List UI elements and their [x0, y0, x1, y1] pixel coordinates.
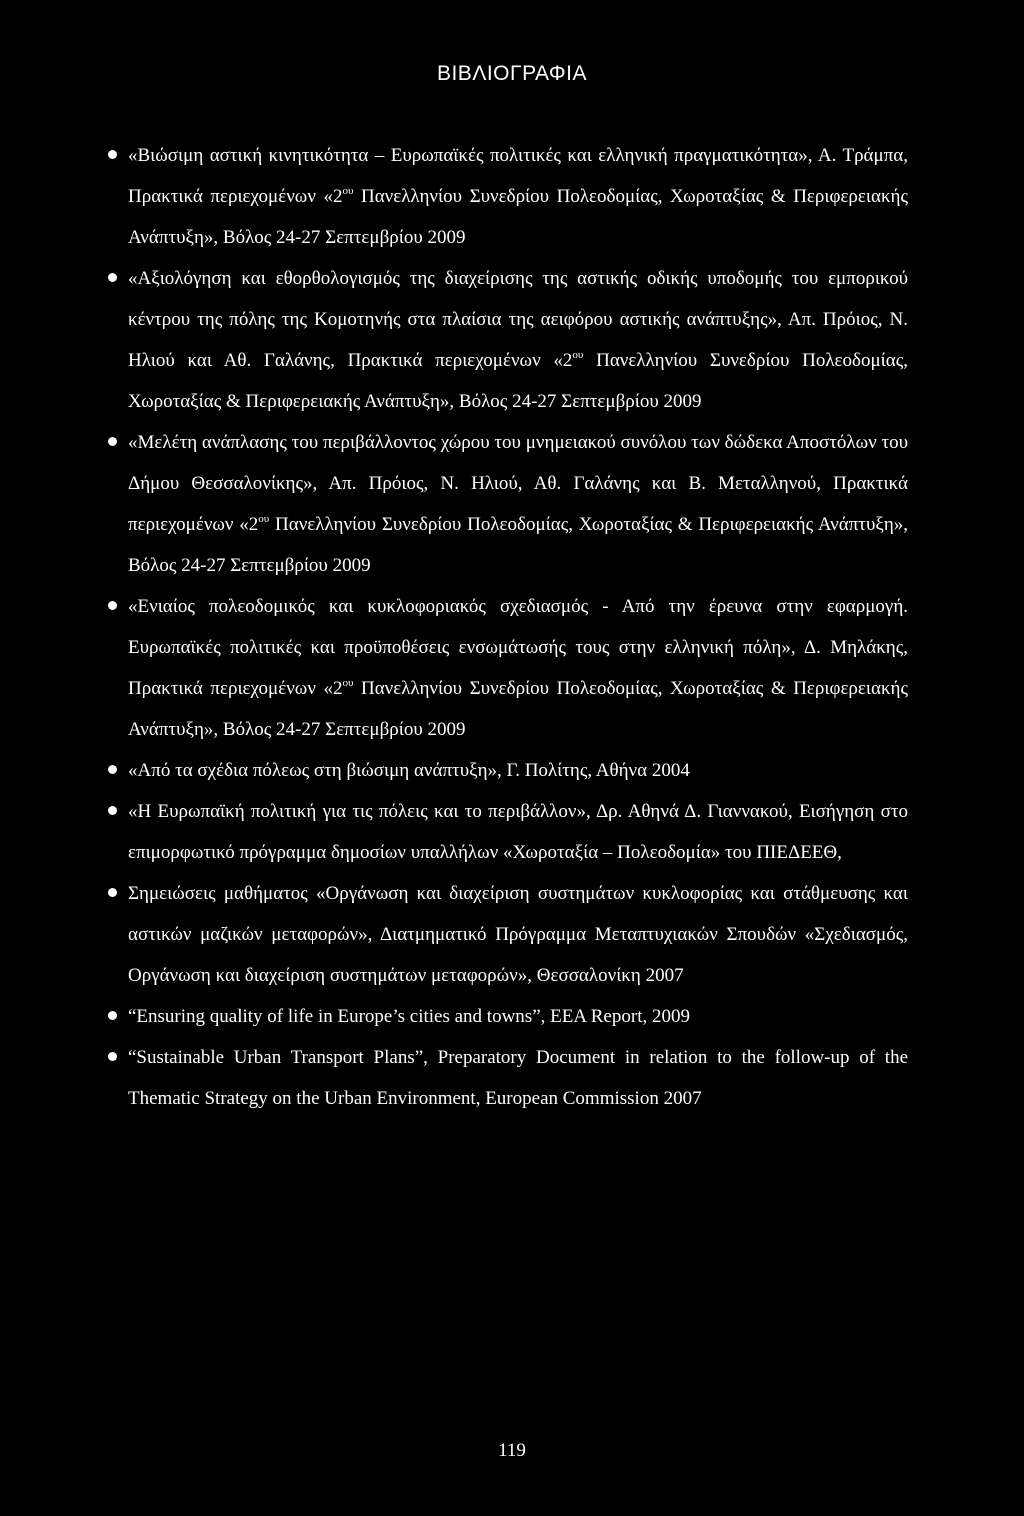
bullet-icon: [108, 806, 117, 815]
entry-text: «Αξιολόγηση και εθορθολογισμός της διαχείρισης της αστικής οδικής υποδομής του εμπορικού κέντρου της πόλης της Κομοτηνής στα πλαίσια της αειφόρου αστικής ανάπτυξης», Απ. Πρόιος, Ν. Ηλιού και Αθ. Γαλάνης, Πρακτικά περιεχομένων «2: [128, 268, 908, 371]
bibliography-list: [0, 135, 1024, 1119]
bullet-icon: [108, 1052, 117, 1061]
bullet-icon: [108, 1011, 117, 1020]
page-number: 119: [498, 1440, 526, 1461]
entry-text: Σημειώσεις μαθήματος «Οργάνωση και διαχείριση συστημάτων κυκλοφορίας και στάθμευσης και αστικών μαζικών μεταφορών», Διατμηματικό Πρόγραμμα Μεταπτυχιακών Σπουδών «Σχεδιασμός, Οργάνωση και διαχείριση συστημάτων μεταφορών», Θεσσαλονίκη 2007: [128, 883, 908, 986]
entry-text: “Sustainable Urban Transport Plans”, Preparatory Document in relation to the follow-up of the Thematic Strategy on the Urban Environment, European Commission 2007: [128, 1047, 908, 1109]
entry-superscript: ου: [258, 513, 270, 525]
list-item: [0, 422, 1024, 586]
page-title: ΒΙΒΛΙΟΓΡΑΦΙΑ: [436, 62, 588, 85]
list-item: [0, 791, 1024, 873]
bullet-icon: [108, 765, 117, 774]
list-item: [0, 135, 1024, 258]
entry-text-continued: Πανελληνίου Συνεδρίου Πολεοδομίας, Χωροταξίας & Περιφερειακής Ανάπτυξη», Βόλος 24-27 Σεπτεμβρίου 2009: [128, 186, 908, 248]
entry-text: «Μελέτη ανάπλασης του περιβάλλοντος χώρου του μνημειακού συνόλου των δώδεκα Αποστόλων του Δήμου Θεσσαλονίκης», Απ. Πρόιος, Ν. Ηλιού, Αθ. Γαλάνης και Β. Μεταλληνού, Πρακτικά περιεχομένων «2: [128, 432, 908, 535]
entry-text: «Ενιαίος πολεοδομικός και κυκλοφοριακός σχεδιασμός - Από την έρευνα στην εφαρμογή. Ευρωπαϊκές πολιτικές και προϋποθέσεις ενσωμάτωσής τους στην ελληνική πόλη», Δ. Μηλάκης, Πρακτικά περιεχομένων «2: [128, 596, 908, 699]
entry-superscript: ου: [572, 349, 584, 361]
entry-text: “Ensuring quality of life in Europe’s cities and towns”, EEA Report, 2009: [128, 1006, 690, 1027]
entry-text: «Από τα σχέδια πόλεως στη βιώσιμη ανάπτυξη», Γ. Πολίτης, Αθήνα 2004: [128, 760, 690, 781]
list-item: [0, 258, 1024, 422]
bullet-icon: [108, 437, 117, 446]
entry-text-continued: Πανελληνίου Συνεδρίου Πολεοδομίας, Χωροταξίας & Περιφερειακής Ανάπτυξη», Βόλος 24-27 Σεπτεμβρίου 2009: [128, 678, 908, 740]
entry-superscript: ου: [342, 185, 354, 197]
entry-text-continued: Πανελληνίου Συνεδρίου Πολεοδομίας, Χωροταξίας & Περιφερειακής Ανάπτυξη», Βόλος 24-27 Σεπτεμβρίου 2009: [128, 514, 909, 576]
bullet-icon: [108, 888, 117, 897]
bullet-icon: [108, 601, 117, 610]
list-item: [0, 750, 1024, 791]
entry-text: «Η Ευρωπαϊκή πολιτική για τις πόλεις και το περιβάλλον», Δρ. Αθηνά Δ. Γιαννακού, Εισήγηση στο επιμορφωτικό πρόγραμμα δημοσίων υπαλλήλων «Χωροταξία – Πολεοδομία» του ΠΙΕΔΕΕΘ,: [128, 801, 908, 863]
entry-text: «Βιώσιμη αστική κινητικότητα – Ευρωπαϊκές πολιτικές και ελληνική πραγματικότητα», Α. Τράμπα, Πρακτικά περιεχομένων «2: [128, 145, 908, 207]
entry-superscript: ου: [342, 677, 354, 689]
bullet-icon: [108, 273, 117, 282]
list-item: [0, 586, 1024, 750]
list-item: [0, 873, 1024, 996]
list-item: [0, 1037, 1024, 1119]
entry-text-continued: Πανελληνίου Συνεδρίου Πολεοδομίας, Χωροταξίας & Περιφερειακής Ανάπτυξη», Βόλος 24-27 Σεπτεμβρίου 2009: [128, 350, 908, 412]
list-item: [0, 996, 1024, 1037]
bullet-icon: [108, 150, 117, 159]
